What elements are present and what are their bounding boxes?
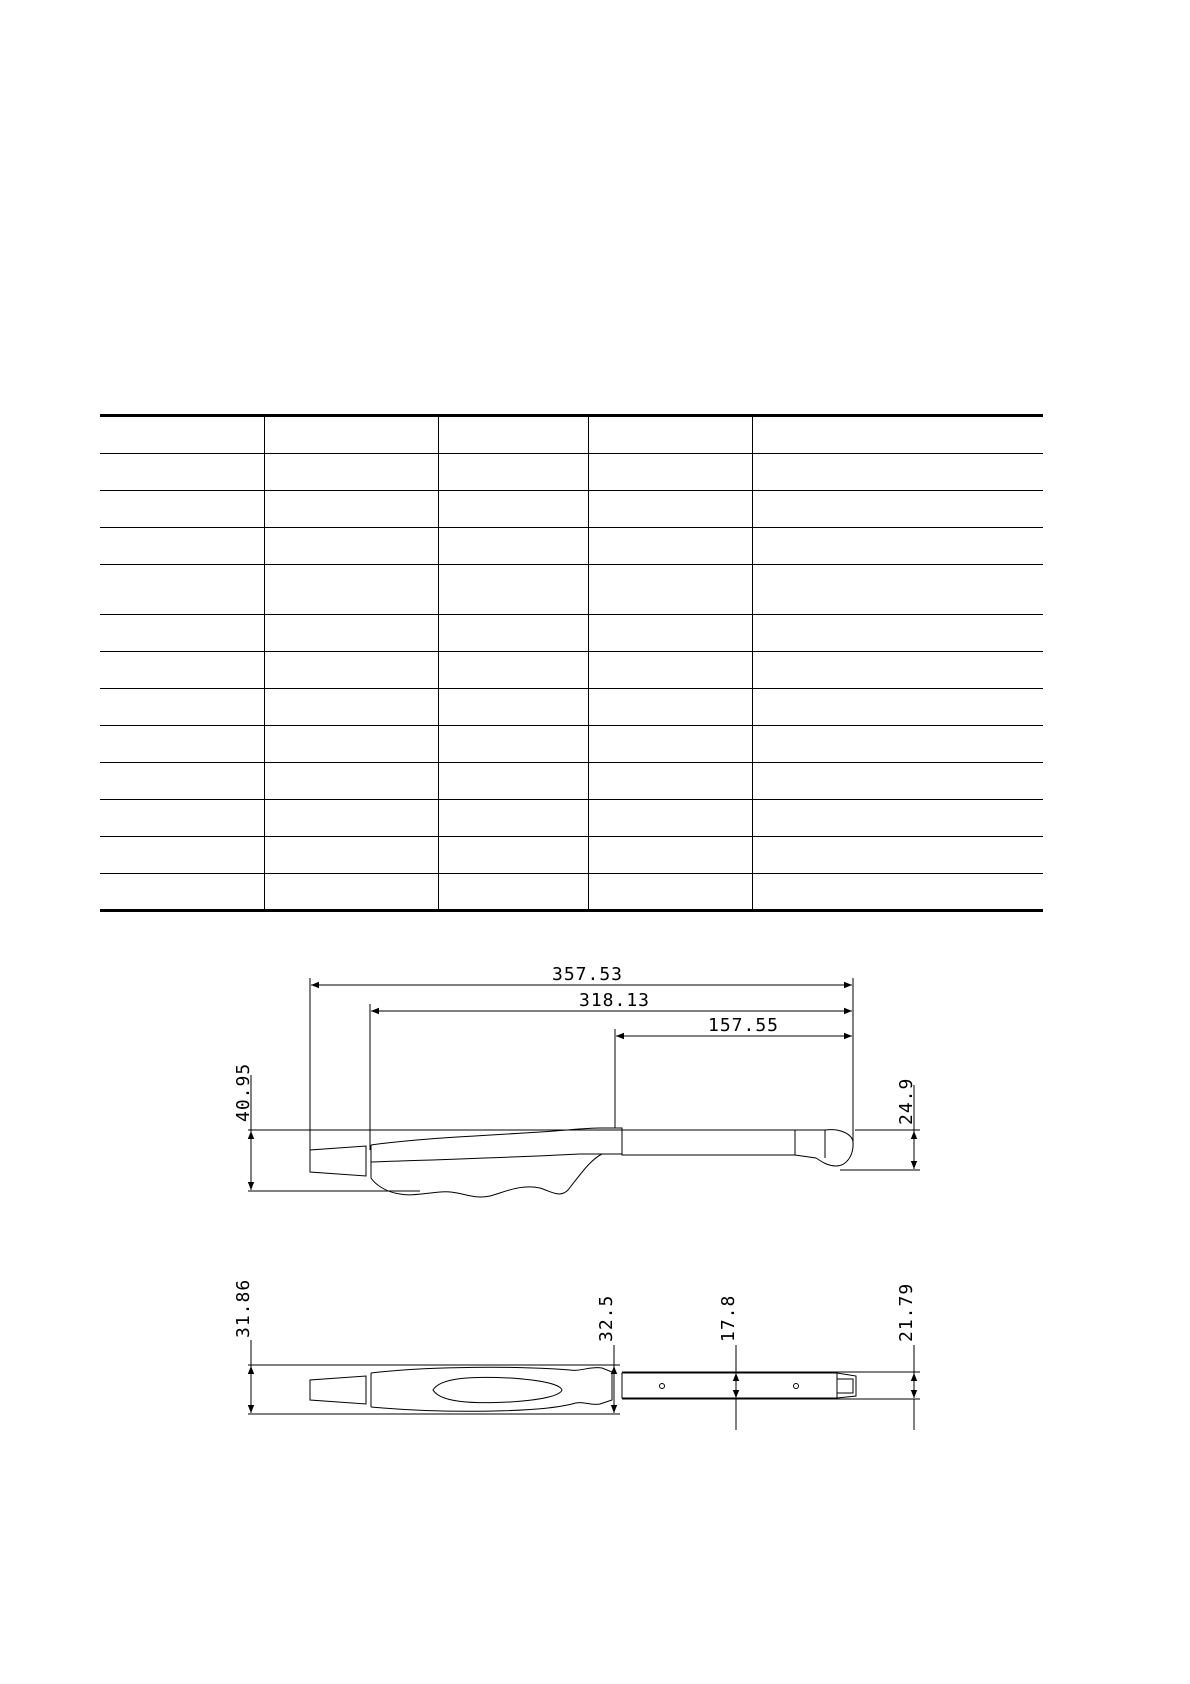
dim-length-3: 157.55	[708, 1015, 780, 1036]
dim-length-2: 318.13	[579, 990, 651, 1011]
top-view	[248, 1340, 920, 1430]
dim-width-shaft: 17.8	[718, 1294, 739, 1342]
dim-width-handle: 31.86	[233, 1278, 254, 1338]
dim-width-neck: 32.5	[596, 1294, 617, 1342]
dim-height-tip: 24.9	[896, 1077, 917, 1125]
dimension-labels	[233, 964, 917, 1342]
dim-width-tip: 21.79	[896, 1282, 917, 1342]
dim-overall-length: 357.53	[552, 964, 624, 985]
dim-height-handle: 40.95	[233, 1062, 254, 1122]
